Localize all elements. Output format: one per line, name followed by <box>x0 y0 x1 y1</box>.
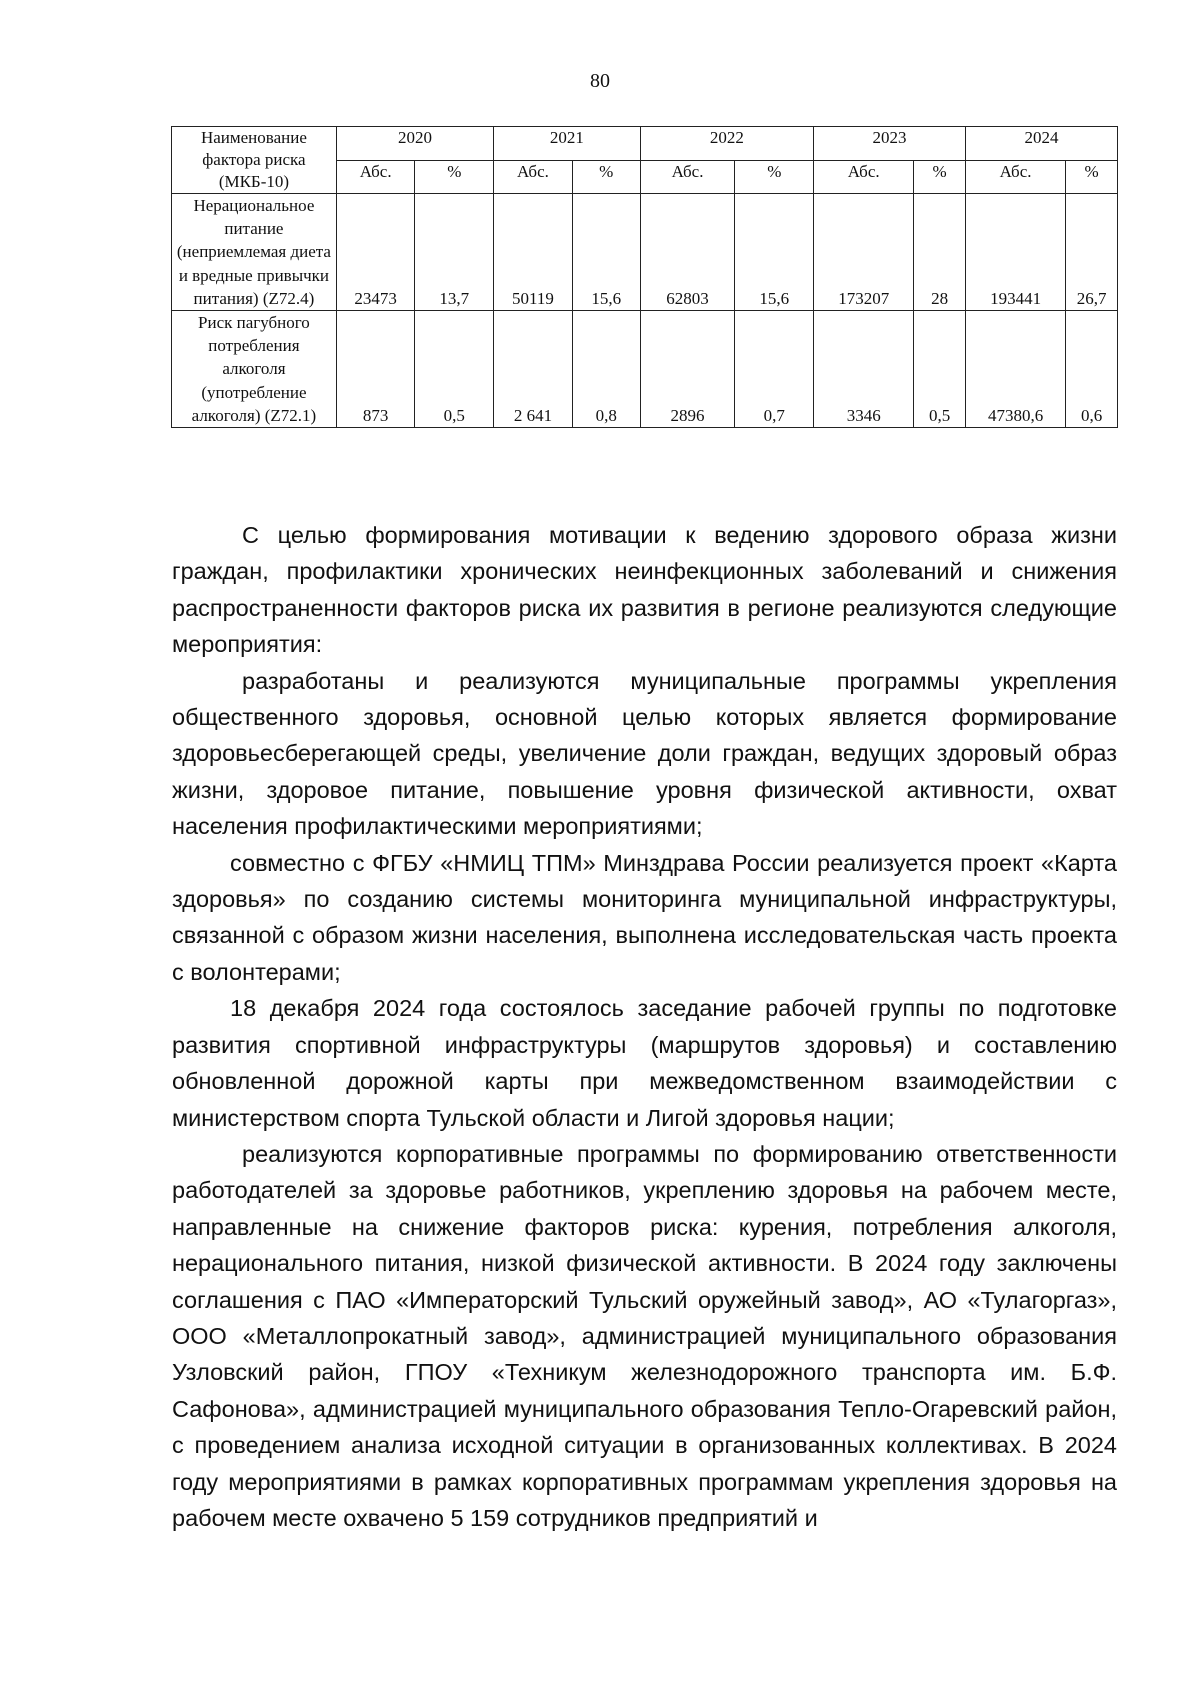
pct-header: % <box>572 160 640 194</box>
pct-header: % <box>415 160 494 194</box>
risk-factor-name: Нерациональное питание (неприемлемая диета и вредные привычки питания) (Z72.4) <box>172 194 337 311</box>
paragraph: разработаны и реализуются муниципальные программы укрепления общественного здоровья, основной целью которых является формирование здоровьесберегающей среды, увеличение доли граждан, ведущих здоровый образ жизни, здоровое питание, повышение уровня физической активности, охват населения профилактическими мероприятиями; <box>172 667 1117 840</box>
table-cell: 62803 <box>640 194 735 311</box>
table-cell: 193441 <box>965 194 1065 311</box>
table-row <box>172 311 1118 428</box>
table-cell: 0,5 <box>914 311 966 428</box>
abs-header: Абс. <box>494 160 573 194</box>
table-cell: 28 <box>914 194 966 311</box>
table-cell: 873 <box>336 311 415 428</box>
paragraph: 18 декабря 2024 года состоялось заседание рабочей группы по подготовке развития спортивной инфраструктуры (маршрутов здоровья) и составлению обновленной дорожной карты при межведомственном взаимодействии с министерством спорта Тульской области и Лигой здоровья нации; <box>172 995 1117 1131</box>
pct-header: % <box>1066 160 1118 194</box>
paragraph: совместно с ФГБУ «НМИЦ ТПМ» Минздрава России реализуется проект «Карта здоровья» по созданию системы мониторинга муниципальной инфраструктуры, связанной с образом жизни населения, выполнена исследовательская часть проекта с волонтерами; <box>172 849 1117 985</box>
table-row <box>172 194 1118 311</box>
table-cell: 0,8 <box>572 311 640 428</box>
year-header: 2021 <box>494 127 641 161</box>
table-cell: 13,7 <box>415 194 494 311</box>
abs-header: Абс. <box>336 160 415 194</box>
table-cell: 2896 <box>640 311 735 428</box>
table-header-row <box>172 127 1118 161</box>
abs-header: Абс. <box>640 160 735 194</box>
table-cell: 0,6 <box>1066 311 1118 428</box>
risk-factors-table <box>171 126 1118 428</box>
paragraph: реализуются корпоративные программы по формированию ответственности работодателей за здоровье работников, укреплению здоровья на рабочем месте, направленные на снижение факторов риска: курения, потребления алкоголя, нерационального питания, низкой физической активности. В 2024 году заключены соглашения с ПАО «Императорский Тульский оружейный завод», АО «Тулагоргаз», ООО «Металлопрокатный завод», администрацией муниципального образования Узловский район, ГПОУ «Техникум железнодорожного транспорта им. Б.Ф. Сафонова», администрацией муниципального образования Тепло-Огаревский район, с проведением анализа исходной ситуации в организованных коллективах. В 2024 году мероприятиями в рамках корпоративных программам укрепления здоровья на рабочем месте охвачено 5 159 сотрудников предприятий и <box>172 1140 1117 1531</box>
table-cell: 3346 <box>814 311 914 428</box>
table-cell: 2 641 <box>494 311 573 428</box>
pct-header: % <box>914 160 966 194</box>
pct-header: % <box>735 160 814 194</box>
table-cell: 0,7 <box>735 311 814 428</box>
abs-header: Абс. <box>965 160 1065 194</box>
table-cell: 15,6 <box>572 194 640 311</box>
body-text <box>172 517 1117 1536</box>
table-cell: 26,7 <box>1066 194 1118 311</box>
year-header: 2022 <box>640 127 813 161</box>
abs-header: Абс. <box>814 160 914 194</box>
year-header: 2020 <box>336 127 493 161</box>
year-header: 2023 <box>814 127 966 161</box>
table-cell: 23473 <box>336 194 415 311</box>
table-cell: 15,6 <box>735 194 814 311</box>
page-number: 80 <box>590 70 610 92</box>
risk-factor-name: Риск пагубного потребления алкоголя (употребление алкоголя) (Z72.1) <box>172 311 337 428</box>
factor-column-header: Наименование фактора риска (МКБ-10) <box>172 127 337 194</box>
table-cell: 50119 <box>494 194 573 311</box>
table-cell: 173207 <box>814 194 914 311</box>
paragraph: С целью формирования мотивации к ведению здорового образа жизни граждан, профилактики хронических неинфекционных заболеваний и снижения распространенности факторов риска их развития в регионе реализуются следующие мероприятия: <box>172 522 1117 658</box>
table-cell: 0,5 <box>415 311 494 428</box>
year-header: 2024 <box>965 127 1117 161</box>
table-cell: 47380,6 <box>965 311 1065 428</box>
